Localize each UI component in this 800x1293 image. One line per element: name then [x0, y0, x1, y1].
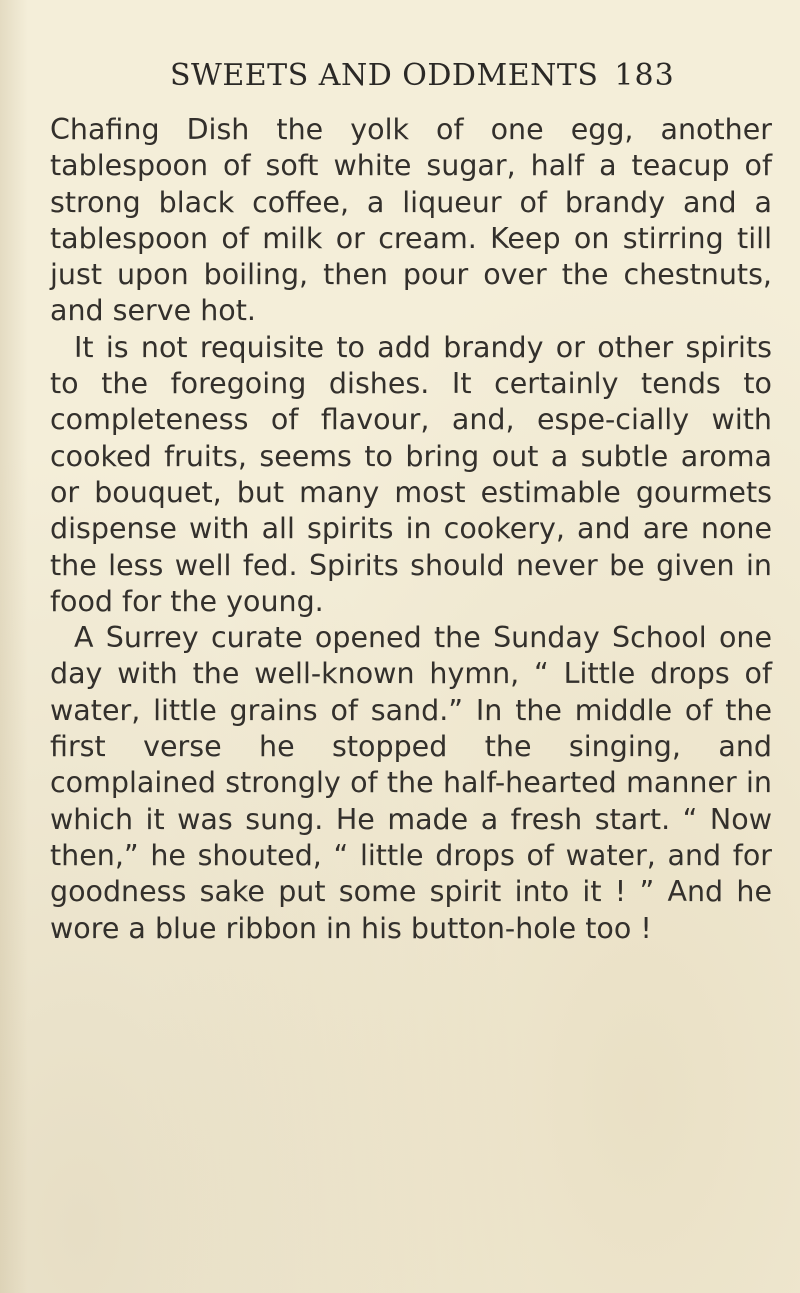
paragraph-anecdote: A Surrey curate opened the Sunday School one day with the well-known hymn, “ Little drops of water, little grains of sand.” In the middle of the first verse he stopped the singing, and complained strongly of the half-hearted manner in which it was sung. He made a fresh start. “ Now then,” he shouted, “ little drops of water, and for goodness sake put some spirit into it ! ” And he wore a blue ribbon in his button-hole too ! [50, 621, 772, 945]
body-text [50, 112, 772, 947]
running-title: SWEETS AND ODDMENTS [170, 58, 599, 93]
paragraph-continuation: Chafing Dish the yolk of one egg, another tablespoon of soft white sugar, half a teacup of strong black coffee, a liqueur of brandy and a tablespoon of milk or cream. Keep on stirring till just upon boiling, then pour over the chestnuts, and serve hot. [50, 113, 772, 328]
page-number: 183 [614, 58, 675, 93]
paragraph-spirits: It is not requisite to add brandy or other spirits to the foregoing dishes. It certainly tends to completeness of flavour, and, espe-cially with cooked fruits, seems to bring out a subtle aroma or bouquet, but many most estimable gourmets dispense with all spirits in cookery, and are none the less well fed. Spirits should never be given in food for the young. [50, 330, 772, 618]
running-head [170, 58, 730, 93]
